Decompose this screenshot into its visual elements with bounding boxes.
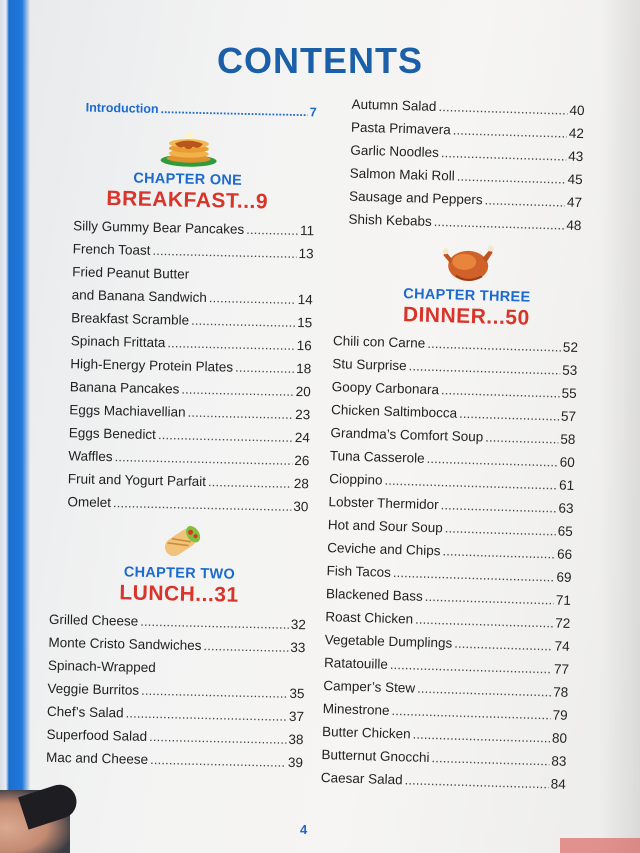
entry-label: Chef’s Salad: [46, 703, 124, 721]
entry-page: 32: [290, 616, 307, 633]
entry-page: 40: [569, 102, 585, 119]
entry-label: Waffles: [68, 448, 113, 465]
entry-page: 26: [294, 452, 310, 469]
entry-page: 69: [556, 569, 572, 585]
entry-label: Omelet: [67, 494, 112, 511]
entry-page: 57: [560, 408, 577, 424]
entry-label: Tuna Casserole: [329, 448, 425, 466]
entry-page: 63: [558, 500, 574, 516]
entry-label: Ceviche and Chips: [327, 540, 441, 559]
left-column: [45, 92, 317, 774]
entry-page: 55: [561, 385, 577, 402]
entry-page: 15: [297, 314, 313, 331]
entry-label: Grilled Cheese: [48, 611, 139, 629]
entry-label: Roast Chicken: [325, 609, 414, 627]
entry-page: 77: [553, 661, 570, 677]
dot-leader: [441, 378, 560, 404]
entry-label: Lobster Thermidor: [328, 494, 439, 513]
entry-page: 47: [566, 194, 583, 211]
entry-label: Shish Kebabs: [348, 211, 432, 229]
chapter-number: CHAPTER THREE: [403, 286, 531, 306]
entry-label: Breakfast Scramble: [71, 310, 190, 328]
dot-leader: [191, 309, 296, 334]
cover-corner: [560, 838, 640, 853]
entry-label: and Banana Sandwich: [71, 287, 207, 306]
dot-leader: [203, 634, 288, 659]
entry-page: 66: [556, 546, 573, 562]
entry-page: 60: [559, 454, 575, 470]
entry-label: Stu Surprise: [332, 356, 407, 374]
roast-chicken-icon: [355, 235, 581, 289]
burrito-icon: [52, 519, 308, 566]
dot-leader: [246, 218, 298, 242]
entry-label: Fruit and Yogurt Parfait: [67, 471, 207, 490]
entry-label: Eggs Machiavellian: [69, 402, 186, 420]
entry-label: Spinach-Wrapped: [47, 657, 156, 676]
entry-page: 48: [566, 217, 582, 234]
dot-leader: [152, 239, 297, 265]
entry-page: 11: [299, 223, 315, 239]
entry-page: 33: [290, 639, 306, 656]
dot-leader: [452, 118, 567, 144]
entry-page: 45: [567, 171, 583, 188]
toc-entry[interactable]: [67, 490, 308, 518]
chapter-name: DINNER...50: [402, 303, 531, 330]
dot-leader: [442, 539, 555, 565]
dot-leader: [454, 632, 553, 658]
page-number: 4: [300, 822, 308, 837]
dot-leader: [433, 210, 564, 237]
dot-leader: [141, 679, 288, 705]
entry-page: 84: [550, 776, 566, 792]
dot-leader: [113, 491, 292, 518]
entry-page: 74: [554, 638, 570, 654]
entry-label: Fish Tacos: [326, 563, 392, 580]
entry-label: Butter Chicken: [321, 724, 411, 742]
dot-leader: [187, 401, 293, 426]
dot-leader: [456, 165, 566, 191]
entry-label: Monte Cristo Sandwiches: [48, 634, 202, 654]
chapter-one-list: [67, 214, 314, 518]
chapter-number: CHAPTER TWO: [123, 564, 236, 583]
entry-page: 35: [289, 685, 305, 702]
dot-leader: [209, 286, 296, 311]
entry-label: Camper’s Stew: [323, 678, 416, 696]
dot-leader: [208, 470, 292, 495]
entry-page: 20: [295, 383, 311, 400]
dot-leader: [160, 98, 308, 124]
entry-label: Minestrone: [322, 701, 390, 718]
entry-label: Grandma’s Comfort Soup: [330, 425, 484, 445]
entry-page: 72: [555, 615, 571, 631]
dot-leader: [431, 746, 550, 772]
entry-label: Ratatouille: [323, 655, 389, 672]
entry-page: 65: [557, 523, 574, 539]
entry-label: High-Energy Protein Plates: [70, 356, 234, 375]
dot-leader: [149, 725, 287, 751]
dot-leader: [440, 493, 557, 519]
page-shadow: [600, 0, 640, 853]
entry-page: 39: [287, 754, 304, 771]
entry-label: French Toast: [72, 241, 151, 258]
right-column: [311, 92, 585, 796]
dot-leader: [404, 768, 549, 795]
entry-label: Butternut Gnocchi: [321, 747, 430, 766]
entry-label: Hot and Sour Soup: [327, 517, 443, 536]
chapter-one-heading: [60, 169, 316, 215]
entry-label: Pasta Primavera: [350, 119, 451, 138]
dot-leader: [181, 378, 294, 403]
entry-page: 28: [293, 475, 310, 492]
entry-label: Vegetable Dumplings: [324, 632, 453, 651]
entry-page: 30: [293, 498, 309, 515]
chapter-name: BREAKFAST...9: [106, 186, 269, 214]
dot-leader: [444, 516, 556, 542]
entry-label: Sausage and Peppers: [348, 188, 483, 208]
chapter-name: LUNCH...31: [119, 581, 239, 607]
dot-leader: [441, 141, 567, 167]
entry-label: Veggie Burritos: [47, 680, 140, 698]
entry-page: 53: [562, 362, 578, 379]
entry-label: Chili con Carne: [332, 333, 426, 351]
dot-leader: [459, 402, 560, 428]
dot-leader: [125, 701, 287, 727]
pancakes-icon: [60, 125, 316, 170]
entry-label: Eggs Benedict: [68, 425, 157, 443]
entry-label: Garlic Noodles: [350, 142, 440, 161]
entry-page: 14: [297, 291, 313, 308]
dot-leader: [167, 331, 295, 357]
entry-page: 61: [558, 477, 575, 493]
entry-page: 24: [294, 429, 310, 446]
entry-label: Autumn Salad: [351, 96, 437, 114]
entry-label: Cioppino: [328, 471, 383, 488]
chapter-two-heading: [51, 563, 307, 609]
entry-label: Blackened Bass: [325, 586, 423, 604]
entry-page: 83: [551, 753, 567, 769]
entry-label: Caesar Salad: [320, 770, 403, 788]
entry-label: Superfood Salad: [46, 726, 148, 744]
toc-entry-introduction[interactable]: [85, 97, 316, 125]
entry-label: Goopy Carbonara: [331, 379, 440, 398]
dot-leader: [158, 423, 293, 449]
chapter-two-continued-list: [348, 93, 585, 237]
entry-page: 78: [553, 684, 569, 700]
entry-page: 71: [555, 592, 572, 608]
entry-page: 43: [568, 148, 584, 165]
dot-leader: [140, 610, 289, 636]
entry-label: Salmon Maki Roll: [349, 165, 455, 184]
entry-page: 38: [288, 731, 304, 748]
entry-label: Banana Pancakes: [69, 379, 180, 397]
entry-page: 16: [296, 337, 312, 354]
entry-label: Spinach Frittata: [70, 333, 166, 351]
entry-label: Introduction: [85, 100, 159, 117]
entry-page: 42: [568, 125, 585, 142]
dot-leader: [235, 356, 295, 380]
entry-page: 7: [309, 105, 317, 120]
entry-page: 79: [552, 707, 568, 723]
entry-page: 80: [551, 730, 568, 746]
entry-label: Silly Gummy Bear Pancakes: [73, 218, 245, 237]
entry-page: 58: [560, 431, 576, 447]
entry-label: Chicken Saltimbocca: [330, 402, 458, 421]
dot-leader: [485, 425, 559, 450]
entry-page: 18: [296, 360, 312, 377]
chapter-number: CHAPTER ONE: [133, 170, 243, 189]
dot-leader: [484, 188, 565, 213]
dot-leader: [150, 748, 286, 774]
chapter-two-list: [46, 608, 306, 774]
entry-page: 23: [295, 406, 311, 423]
page-title: CONTENTS: [217, 40, 423, 81]
chapter-three-heading: [353, 285, 579, 332]
entry-page: 52: [562, 339, 579, 356]
entry-label: Fried Peanut Butter: [72, 264, 190, 282]
entry-label: Mac and Cheese: [45, 749, 149, 767]
entry-page: 13: [298, 245, 314, 262]
chapter-three-list: [321, 329, 579, 796]
book-cover-edge: [0, 0, 30, 853]
entry-page: 37: [288, 708, 305, 725]
